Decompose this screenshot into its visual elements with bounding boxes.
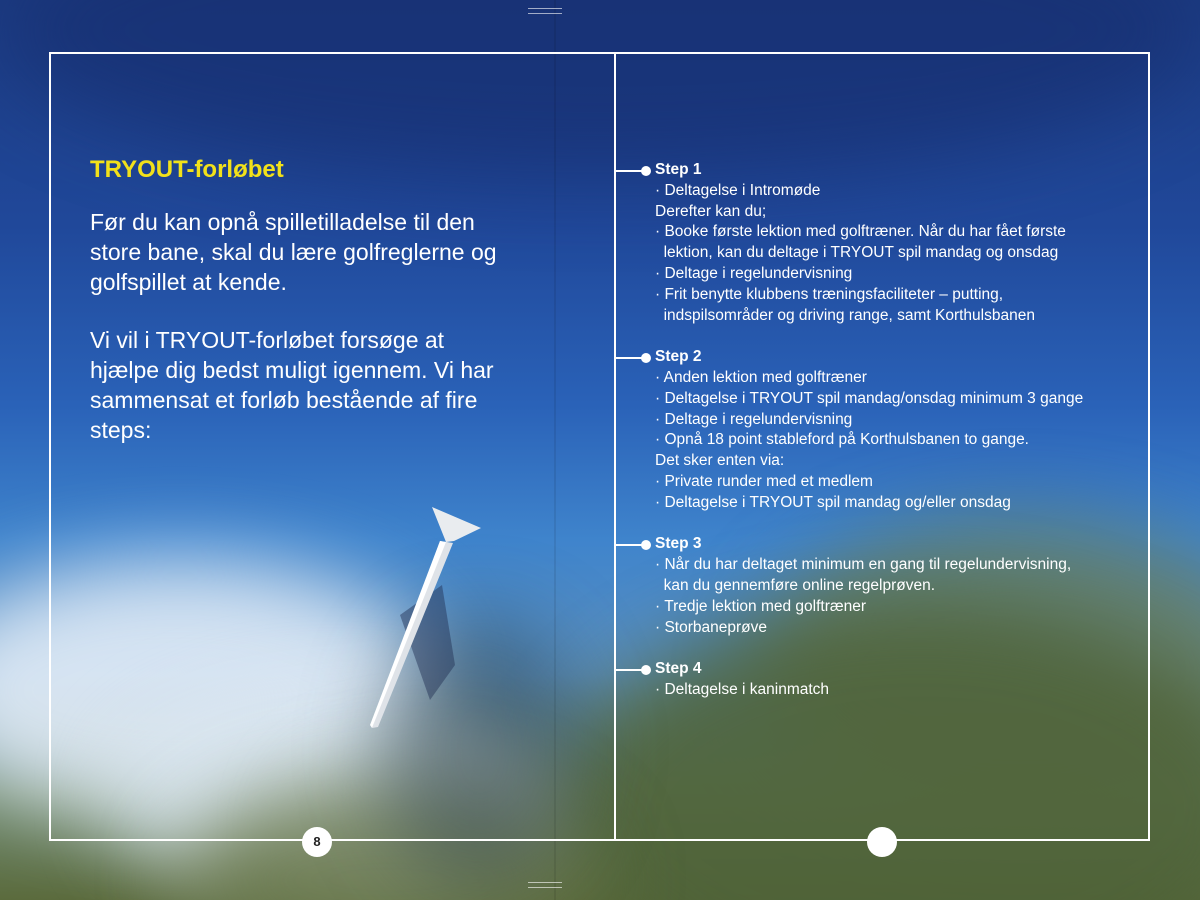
step-bullet-marker xyxy=(615,544,647,546)
gutter-mark-bottom xyxy=(528,882,562,888)
step-line: · Deltagelse i Intromøde xyxy=(655,181,821,199)
step-block xyxy=(615,659,1135,701)
step-bullet-marker xyxy=(615,669,647,671)
step-line: Det sker enten via: xyxy=(655,452,785,470)
step-block xyxy=(615,534,1135,638)
step-line: · Deltage i regelundervisning xyxy=(655,264,853,282)
gutter-mark-top xyxy=(528,8,562,14)
step-title: Step 2 xyxy=(655,348,702,366)
step-block xyxy=(615,347,1135,513)
step-line: · Frit benytte klubbens træningsfaciliteter – putting, xyxy=(655,285,1004,303)
step-bullet-marker xyxy=(615,357,647,359)
left-page-content xyxy=(90,155,530,473)
intro-paragraph: Før du kan opnå spilletilladelse til den store bane, skal du lære golfreglerne og golfspillet at kende. xyxy=(90,209,497,295)
intro-paragraph: Vi vil i TRYOUT-forløbet forsøge at hjælpe dig bedst muligt igennem. Vi har sammensat et forløb bestående af fire steps: xyxy=(90,327,494,443)
step-title: Step 4 xyxy=(655,660,702,678)
step-line: · Opnå 18 point stableford på Korthulsbanen to gange. xyxy=(655,431,1029,449)
page-title: TRYOUT-forløbet xyxy=(90,156,284,183)
step-line: · Deltagelse i TRYOUT spil mandag og/eller onsdag xyxy=(655,493,1011,511)
step-block xyxy=(615,160,1135,326)
intro-text xyxy=(90,207,530,445)
tee-head xyxy=(432,507,481,542)
page-number-left: 8 xyxy=(302,827,332,857)
step-line: · Anden lektion med golftræner xyxy=(655,368,867,386)
step-line: · Storbaneprøve xyxy=(655,618,767,636)
step-line: · Deltagelse i TRYOUT spil mandag/onsdag minimum 3 gange xyxy=(655,389,1084,407)
step-line: · Booke første lektion med golftræner. Når du har fået første xyxy=(655,223,1066,241)
page-number-right xyxy=(867,827,897,857)
step-line: · Når du har deltaget minimum en gang til regelundervisning, xyxy=(655,556,1072,574)
step-bullet-marker xyxy=(615,170,647,172)
step-line: indspilsområder og driving range, samt Korthulsbanen xyxy=(655,306,1035,324)
steps-list xyxy=(615,160,1135,722)
step-line: Derefter kan du; xyxy=(655,202,767,220)
step-title: Step 1 xyxy=(655,161,702,178)
step-title: Step 3 xyxy=(655,535,702,553)
step-line: · Deltagelse i kaninmatch xyxy=(655,680,830,698)
step-line: lektion, kan du deltage i TRYOUT spil mandag og onsdag xyxy=(655,244,1059,262)
step-line: · Private runder med et medlem xyxy=(655,472,873,490)
golf-tee-image xyxy=(360,505,490,735)
step-line: kan du gennemføre online regelprøven. xyxy=(655,576,936,594)
step-line: · Tredje lektion med golftræner xyxy=(655,597,867,615)
step-line: · Deltage i regelundervisning xyxy=(655,410,853,428)
